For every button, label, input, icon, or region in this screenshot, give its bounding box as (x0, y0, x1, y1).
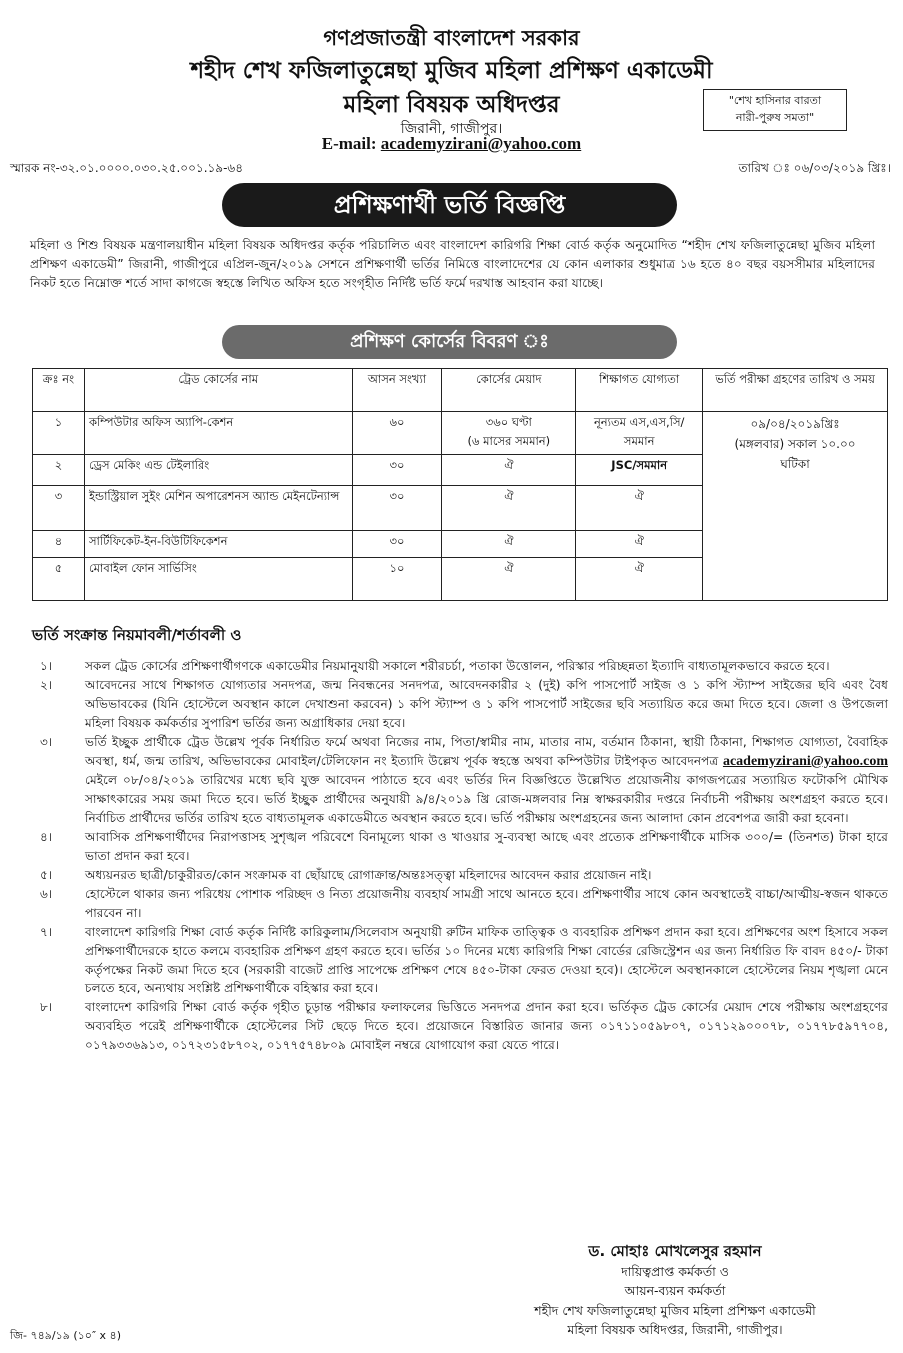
cell-serial: ১ (33, 412, 85, 455)
rule-item (32, 866, 888, 885)
cell-serial: ৩ (33, 486, 85, 531)
cell-qualification: ঐ (576, 486, 703, 531)
rule-text: ভর্তি ইচ্ছুক প্রার্থীকে ট্রেড উল্লেখ পূর্বক নির্ধারিত ফর্মে অথবা নিজের নাম, পিতা/স্বামীর নাম, মাতার নাম, বর্তমান ঠিকানা, স্থায়ী ঠিকানা, শিক্ষাগত যোগ্যতা, বৈবাহিক অবস্থা, ধর্ম, জন্ম তারিখ, অভিভাবকের মোবাইল/টেলিফোন নং ইত্যাদি উল্লেখ পূর্বক স্বহস্তে অথবা কম্পিউটার টাইপকৃত আবেদনপত্র (85, 734, 888, 768)
rule-item (32, 923, 888, 999)
rule-item (32, 828, 888, 866)
academy-name: শহীদ শেখ ফজিলাতুন্নেছা মুজিব মহিলা প্রশিক্ষণ একাডেমী (190, 58, 713, 84)
rules-list (32, 657, 888, 1055)
rule-number: ১। (40, 659, 53, 673)
rule-number: ৭। (40, 924, 53, 939)
department-name: মহিলা বিষয়ক অধিদপ্তর (343, 92, 560, 118)
intro-paragraph: মহিলা ও শিশু বিষয়ক মন্ত্রণালয়াধীন মহিলা বিষয়ক অধিদপ্তর কর্তৃক পরিচালিত এবং বাংলাদেশ কারিগরি শিক্ষা বোর্ড কর্তৃক অনুমোদিত “শহীদ শেখ ফজিলাতুন্নেছা মুজিব মহিলা প্রশিক্ষণ একাডেমী” জিরানী, গাজীপুরে এপ্রিল-জুন/২০১৯ সেশনে প্রশিক্ষণার্থী ভর্তির নিমিত্তে বাংলাদেশের যে কোন এলাকার শুধুমাত্র ১৬ হতে ৪০ বছর বয়সসীমার মহিলাদের নিকট হতে নিম্নোক্ত শর্তে সাদা কাগজে স্বহস্তে লিখিত অফিস হতে সংগৃহীত নির্দিষ্ট ভর্তি ফর্মে দরখাস্ত আহবান করা যাচ্ছে। (30, 238, 875, 290)
cell-course: কম্পিউটার অফিস অ্যাপি-কেশন (84, 412, 352, 455)
notice-title: প্রশিক্ষণার্থী ভর্তি বিজ্ঞপ্তি (222, 183, 677, 227)
signatory-designation-1: দায়িত্বপ্রাপ্ত কর্মকর্তা ও (621, 1263, 729, 1279)
slogan-line-1: "শেখ হাসিনার বারতা (728, 94, 822, 107)
cell-duration: ঐ (442, 486, 576, 531)
cell-qualification: ঐ (576, 558, 703, 601)
cell-course: সার্টিফিকেট-ইন-বিউটিফিকেশন (84, 531, 352, 558)
rule-item (32, 676, 888, 733)
signatory-org: শহীদ শেখ ফজিলাতুন্নেছা মুজিব মহিলা প্রশিক্ষণ একাডেমী (534, 1302, 816, 1318)
rule-text: বাংলাদেশ কারিগরি শিক্ষা বোর্ড কর্তৃক নির্দিষ্ট কারিকুলাম/সিলেবাস অনুযায়ী রুটিন মাফিক তাত্ত্বিক ও ব্যবহারিক প্রশিক্ষণ প্রদান করা হবে। প্রশিক্ষণের অংশ হিসাবে সকল প্রশিক্ষণার্থীদেরকে হাতে কলমে ব্যবহারিক প্রশিক্ষণ গ্রহণ করতে হবে। ভর্তির ১০ দিনের মধ্যে কারিগরি শিক্ষা বোর্ডের রেজিস্ট্রেশন এর জন্য নির্ধারিত ফি বাবদ ৪৫০/- টাকা কর্তৃপক্ষের নিকট জমা দিতে হবে (সরকারী বাজেট প্রাপ্তি সাপেক্ষে প্রশিক্ষণ শেষে ৪৫০-টাকা ফেরত দেওয়া হবে)। হোস্টেলে অবস্থানকালে হোস্টেলের নিয়ম শৃঙ্খলা মেনে চলতে হবে, অন্যথায় সংশ্লিষ্ট প্রশিক্ষণার্থীকে বহিস্কার করা হবে। (85, 924, 888, 996)
cell-course: ইন্ডাস্ট্রিয়াল সুইং মেশিন অপারেশনস অ্যান্ড মেইনটেন্যান্স (84, 486, 352, 531)
signatory-name: ড. মোহাঃ মোখলেসুর রহমান (588, 1242, 762, 1260)
rules-heading: ভর্তি সংক্রান্ত নিয়মাবলী/শর্তাবলী ও (32, 626, 242, 644)
rule-number: ৮। (40, 1000, 53, 1015)
table-header-row (33, 369, 888, 412)
rule-text: সকল ট্রেড কোর্সের প্রশিক্ষণার্থীগণকে একাডেমীর নিয়মানুযায়ী সকালে শরীরচর্চা, পতাকা উত্তোলন, পরিস্কার পরিচ্ছন্নতা ইত্যাদি বাধ্যতামূলকভাবে করতে হবে। (85, 659, 830, 673)
rule-text: আবাসিক প্রশিক্ষণার্থীদের নিরাপত্তাসহ সুশৃঙ্খল পরিবেশে বিনামূল্যে থাকা ও খাওয়ার সু-ব্যবস্থা আছে এবং প্রত্যেক প্রশিক্ষণার্থীকে মাসিক ৩০০/= (তিনশত) টাকা হারে ভাতা প্রদান করা হবে। (85, 830, 888, 864)
signatory-designation-2: আয়ন-ব্যয়ন কর্মকর্তা (624, 1283, 726, 1298)
rule-text-cont: মেইলে ০৮/০৪/২০১৯ তারিখের মধ্যে ছবি যুক্ত আবেদন পাঠাতে হবে এবং ভর্তির দিন বিজ্ঞপ্তিতে উল্লেখিত প্রয়োজনীয় কাগজপত্রের সত্যায়িত ফটোকপি মৌখিক সাক্ষাৎকারের সময় জমা দিতে হবে। ভর্তি ইচ্ছুক প্রার্থীদের অনুযায়ী ৯/৪/২০১৯ খ্রি রোজ-মঙ্গলবার নিম্ন স্বাক্ষরকারীর দপ্তরে নির্বাচনী পরীক্ষায় অংশগ্রহণ করতে হবে। নির্বাচিত প্রার্থীদের ভর্তির তারিখ হতে বাধ্যতামূলক একাডেমীতে অবস্থান করতে হবে। ভর্তি পরীক্ষায় অংশগ্রহনের জন্য আলাদা কোন প্রবেশপত্র জারী করা হবেনা। (85, 773, 888, 826)
cell-serial: ৫ (33, 558, 85, 601)
cell-duration: ঐ (442, 531, 576, 558)
signatory-dept: মহিলা বিষয়ক অধিদপ্তর, জিরানী, গাজীপুর। (567, 1322, 783, 1337)
cell-qualification: নূন্যতম এস,এস,সি/ সমমান (576, 412, 703, 455)
rule-text: হোস্টেলে থাকার জন্য পরিধেয় পোশাক পরিচ্ছদ ও নিত্য প্রয়োজনীয় ব্যবহার্য সামগ্রী সাথে আনতে হবে। প্রশিক্ষণার্থীর সাথে কোন অবস্থাতেই বাচ্চা/আত্মীয়-স্বজন থাকতে পারবেন না। (85, 886, 888, 920)
col-header-duration: কোর্সের মেয়াদ (442, 369, 576, 412)
cell-seats: ৩০ (352, 455, 442, 486)
cell-duration: ৩৬০ ঘণ্টা (৬ মাসের সমমান) (442, 412, 576, 455)
rule-item (32, 657, 888, 676)
col-header-seats: আসন সংখ্যা (352, 369, 442, 412)
cell-seats: ১০ (352, 558, 442, 601)
rule-item (32, 733, 888, 829)
cell-seats: ৬০ (352, 412, 442, 455)
rule-number: ২। (40, 677, 53, 692)
course-heading: প্রশিক্ষণ কোর্সের বিবরণ ঃ (222, 325, 677, 359)
cell-qualification: ঐ (576, 531, 703, 558)
cell-course: মোবাইল ফোন সার্ভিসিং (84, 558, 352, 601)
rule-number: ৪। (40, 830, 53, 845)
notice-date: তারিখ ঃ ০৬/০৩/২০১৯ খ্রিঃ। (738, 161, 891, 175)
cell-duration: ঐ (442, 558, 576, 601)
table-row (33, 412, 888, 455)
col-header-exam-date: ভর্তি পরীক্ষা গ্রহণের তারিখ ও সময় (703, 369, 888, 412)
email-line (0, 134, 903, 154)
slogan-box (703, 89, 847, 131)
rule-item (32, 998, 888, 1055)
rule-number: ৫। (40, 867, 53, 882)
email-address: academyzirani@yahoo.com (380, 134, 582, 153)
cell-seats: ৩০ (352, 486, 442, 531)
cell-duration: ঐ (442, 455, 576, 486)
address: জিরানী, গাজীপুর। (400, 121, 503, 137)
rule-text: আবেদনের সাথে শিক্ষাগত যোগ্যতার সনদপত্র, জন্ম নিবন্ধনের সনদপত্র, আবেদনকারীর ২ (দুই) কপি পাসপোর্ট সাইজ ও ১ কপি স্ট্যাম্প সাইজের ছবি এবং বৈধ অভিভাবকের (যিনি হোস্টেলে অবস্থান কালে দেখাশুনা করবেন) ১ কপি স্ট্যাম্প ও ১ কপি পাসপোর্ট সাইজের ছবি সত্যায়িত করে জমা দিতে হবে। জেলা ও উপজেলা মহিলা বিষয়ক কর্মকর্তার সুপারিশ ভর্তির জন্য অগ্রাধিকার দেয়া হবে। (85, 677, 888, 730)
col-header-qualification: শিক্ষাগত যোগ্যতা (576, 369, 703, 412)
cell-seats: ৩০ (352, 531, 442, 558)
rule-item (32, 885, 888, 923)
memo-number: স্মারক নং-৩২.০১.০০০০.০৩০.২৫.০০১.১৯-৬৪ (10, 161, 243, 175)
rule-text: বাংলাদেশ কারিগরি শিক্ষা বোর্ড কর্তৃক গৃহীত চূড়ান্ত পরীক্ষার ফলাফলের ভিত্তিতে সনদপত্র প্রদান করা হবে। ভর্তিকৃত ট্রেড কোর্সের মেয়াদ শেষে পরীক্ষায় অংশগ্রহণের অব্যবহিত পরেই প্রশিক্ষণার্থীকে হোস্টেলের সিট ছেড়ে দিতে হবে। প্রয়োজনে বিস্তারিত জানার জন্য ০১৭১১০৫৯৮০৭, ০১৭১২৯০০০৭৮, ০১৭৭৮৫৯৭৭০৪, ০১৭৯৩৩৬৯১৩, ০১৭২৩১৫৮৭০২, ০১৭৭৫৭৪৮০৯ মোবাইল নম্বরে যোগাযোগ করা যেতে পারে। (85, 1000, 888, 1053)
rule-number: ৬। (40, 886, 53, 901)
signature-block (470, 1242, 880, 1340)
email-label: E-mail: (321, 134, 381, 153)
govt-title: গণপ্রজাতন্ত্রী বাংলাদেশ সরকার (323, 26, 580, 50)
rule-number: ৩। (40, 734, 53, 749)
cell-course: ড্রেস মেকিং এন্ড টেইলারিং (84, 455, 352, 486)
col-header-course: ট্রেড কোর্সের নাম (84, 369, 352, 412)
footer-code: জি- ৭৪৯/১৯ (১০″ x ৪) (10, 1329, 121, 1342)
cell-exam-date: ০৯/০৪/২০১৯খ্রিঃ (মঙ্গলবার) সকাল ১০.০০ ঘটিকা (703, 412, 888, 601)
rule-text: অধ্যয়নরত ছাত্রী/চাকুরীরত/কোন সংক্রামক বা ছোঁয়াছে রোগাক্রান্ত/অন্তঃসত্ত্বা মহিলাদের আবেদন করার প্রয়োজন নাই। (85, 867, 652, 882)
cell-serial: ২ (33, 455, 85, 486)
rule-email: academyzirani@yahoo.com (722, 753, 888, 769)
cell-qualification: JSC/সমমান (576, 455, 703, 486)
course-table (32, 368, 888, 601)
cell-serial: ৪ (33, 531, 85, 558)
slogan-line-2: নারী-পুরুষ সমতা" (735, 111, 815, 124)
col-header-serial: ক্রঃ নং (33, 369, 85, 412)
